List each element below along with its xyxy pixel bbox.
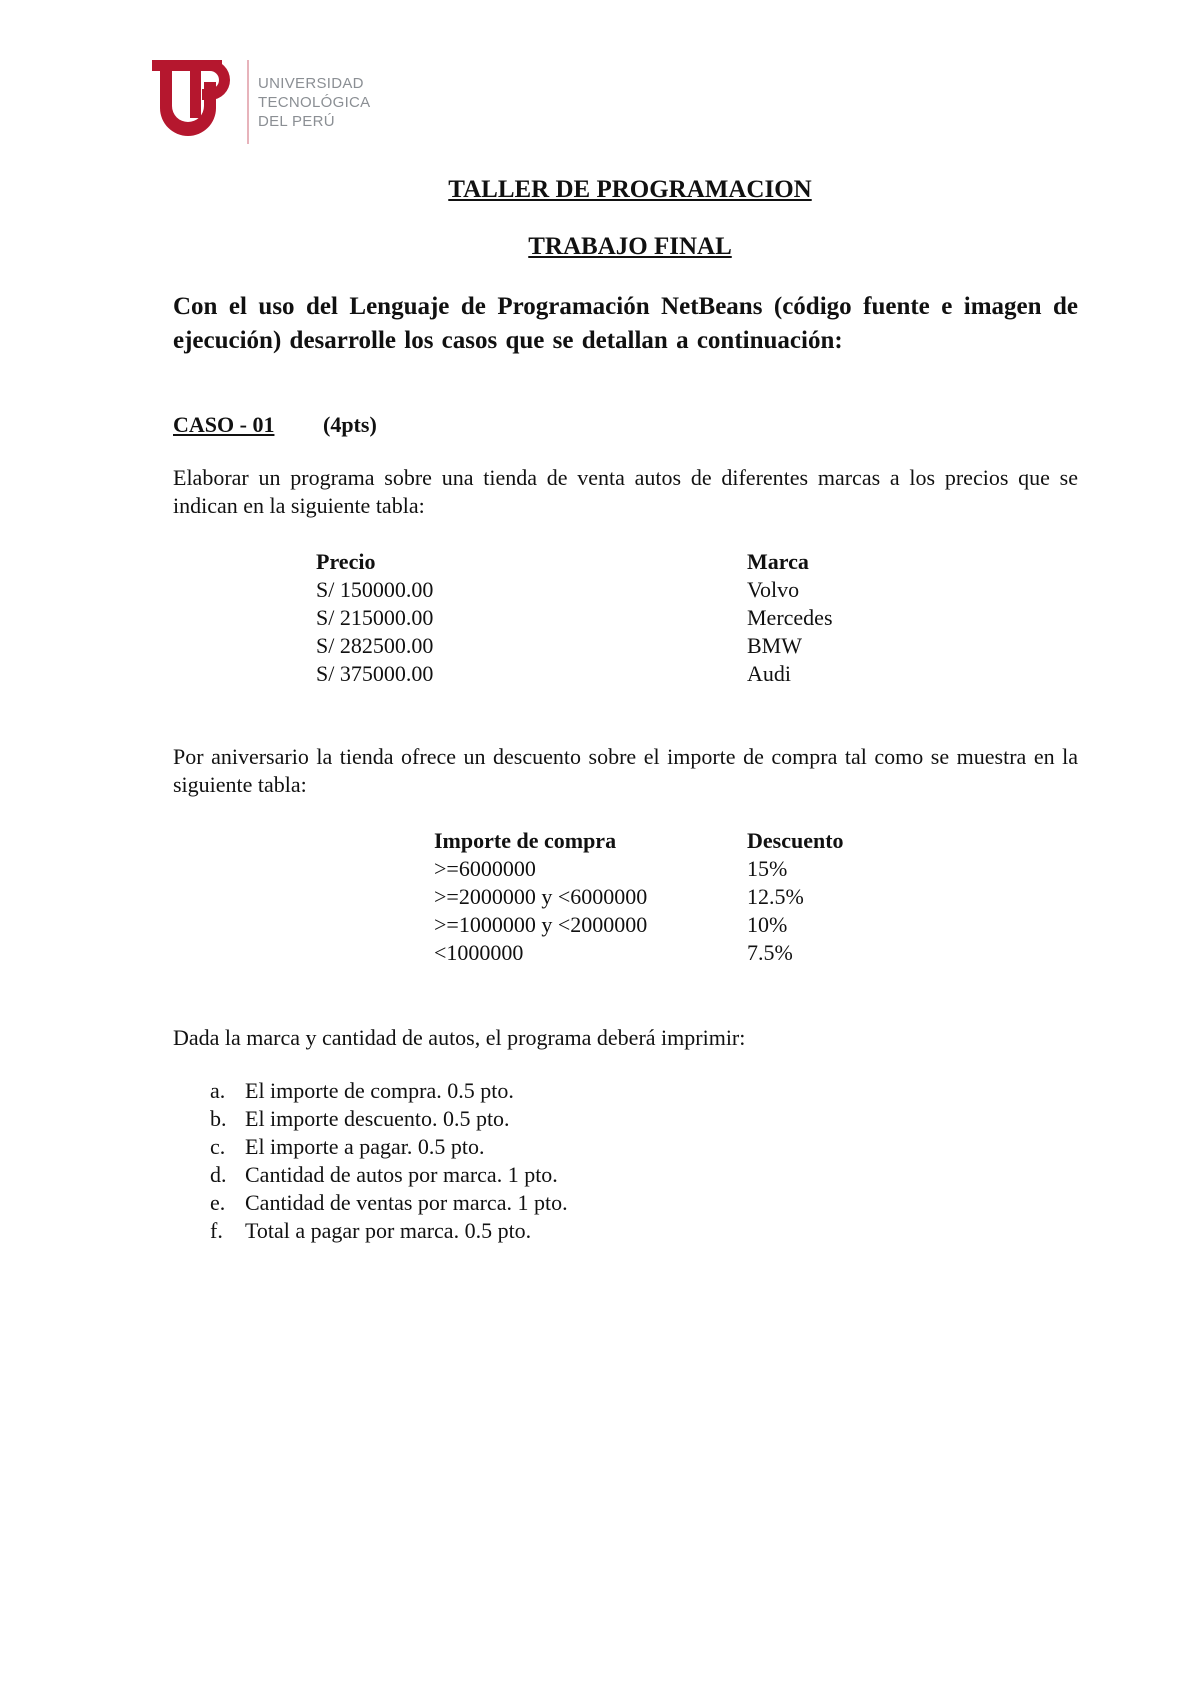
price-cell: S/ 150000.00 <box>316 577 434 602</box>
list-marker: a. <box>210 1078 226 1103</box>
list-item-text: El importe de compra. 0.5 pto. <box>245 1078 514 1103</box>
list-item <box>210 1189 568 1217</box>
case-heading <box>173 412 377 438</box>
purchase-amount-cell: >=1000000 y <2000000 <box>434 912 648 937</box>
list-item <box>210 1133 568 1161</box>
purchase-amount-cell: <1000000 <box>434 940 524 965</box>
price-cell: S/ 215000.00 <box>316 605 434 630</box>
price-cell: S/ 375000.00 <box>316 661 434 686</box>
output-description: Dada la marca y cantidad de autos, el programa deberá imprimir: <box>173 1025 746 1050</box>
list-item-text: Cantidad de ventas por marca. 1 pto. <box>245 1190 568 1215</box>
price-header: Precio <box>316 549 376 574</box>
logo-line-3: DEL PERÚ <box>258 113 335 130</box>
discount-cell: 7.5% <box>747 940 793 965</box>
list-item <box>210 1077 568 1105</box>
purchase-amount-cell: >=6000000 <box>434 856 536 881</box>
requirements-list <box>210 1077 568 1245</box>
brand-header: Marca <box>747 549 809 574</box>
list-item-text: Cantidad de autos por marca. 1 pto. <box>245 1162 558 1187</box>
list-marker: d. <box>210 1162 227 1187</box>
discount-description: Por aniversario la tienda ofrece un descuento sobre el importe de compra tal como se muestra en la siguiente tabla: <box>173 744 1078 797</box>
list-item <box>210 1217 568 1245</box>
price-cell: S/ 282500.00 <box>316 633 434 658</box>
list-item-text: El importe descuento. 0.5 pto. <box>245 1106 510 1131</box>
purchase-amount-column <box>434 827 647 967</box>
discount-header: Descuento <box>747 828 844 853</box>
discount-column <box>747 827 844 967</box>
logo-wordmark <box>258 74 370 131</box>
brand-cell: Audi <box>747 661 791 686</box>
utp-logo-icon <box>152 58 242 148</box>
discount-cell: 10% <box>747 912 788 937</box>
logo-line-1: UNIVERSIDAD <box>258 75 364 92</box>
brand-cell: Mercedes <box>747 605 833 630</box>
list-item <box>210 1161 568 1189</box>
intro-instructions: Con el uso del Lenguaje de Programación NetBeans (código fuente e imagen de ejecución) desarrolle los casos que se detallan a continuación: <box>173 293 1078 354</box>
brand-cell: BMW <box>747 633 802 658</box>
purchase-amount-cell: >=2000000 y <6000000 <box>434 884 648 909</box>
case-label: CASO - 01 <box>173 412 275 437</box>
university-logo <box>152 58 382 150</box>
case-description: Elaborar un programa sobre una tienda de venta autos de diferentes marcas a los precios que se indican en la siguiente tabla: <box>173 465 1078 518</box>
case-points: (4pts) <box>323 412 377 437</box>
logo-divider <box>247 60 249 144</box>
list-item <box>210 1105 568 1133</box>
document-title: TALLER DE PROGRAMACION <box>448 176 812 203</box>
discount-cell: 15% <box>747 856 788 881</box>
brand-cell: Volvo <box>747 577 800 602</box>
brand-column <box>747 548 833 688</box>
list-item-text: Total a pagar por marca. 0.5 pto. <box>245 1218 532 1243</box>
logo-line-2: TECNOLÓGICA <box>258 94 371 111</box>
list-marker: f. <box>210 1218 223 1243</box>
list-marker: b. <box>210 1106 227 1131</box>
document-subtitle: TRABAJO FINAL <box>528 233 732 260</box>
list-marker: e. <box>210 1190 226 1215</box>
list-marker: c. <box>210 1134 226 1159</box>
list-item-text: El importe a pagar. 0.5 pto. <box>245 1134 485 1159</box>
price-column <box>316 548 433 688</box>
discount-cell: 12.5% <box>747 884 804 909</box>
purchase-amount-header: Importe de compra <box>434 828 617 853</box>
